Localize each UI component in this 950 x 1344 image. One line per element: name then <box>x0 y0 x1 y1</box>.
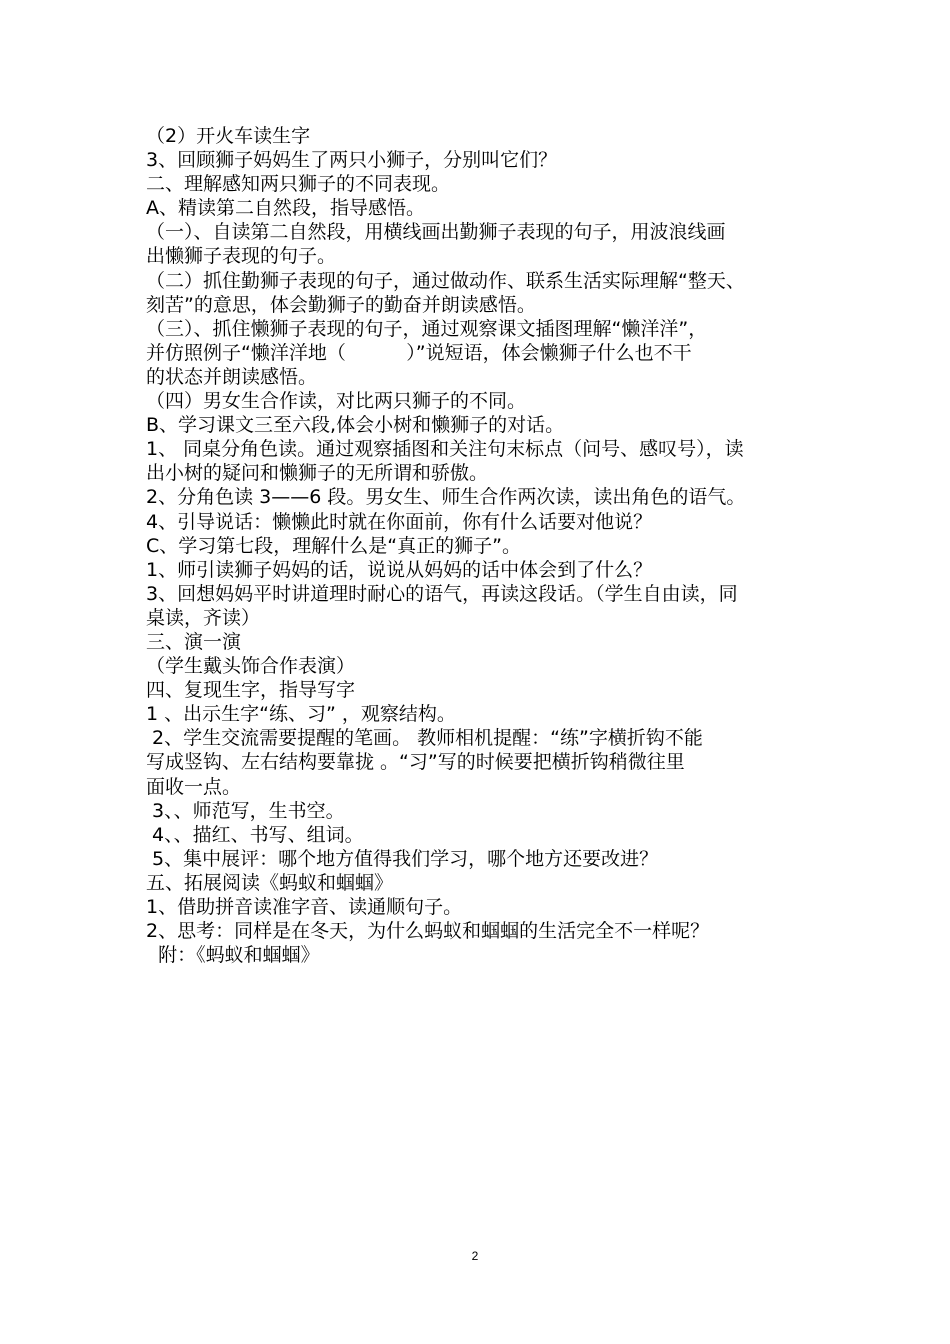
text-line: 四、复现生字，指导写字 <box>146 679 356 702</box>
text-line: 三、演一演 <box>146 630 242 653</box>
text-line: 2、分角色读 3——6 段。男女生、师生合作两次读，读出角色的语气。 <box>146 486 746 509</box>
text-line: 5、集中展评：哪个地方值得我们学习，哪个地方还要改进？ <box>146 847 659 870</box>
text-line: 刻苦”的意思，体会勤狮子的勤奋并朗读感悟。 <box>146 293 536 316</box>
page-number: 2 <box>471 1249 479 1263</box>
text-line: （二）抓住勤狮子表现的句子，通过做动作、联系生活实际理解“整天、 <box>146 269 745 292</box>
text-line: 3、回想妈妈平时讲道理时耐心的语气，再读这段话。（学生自由读，同 <box>146 582 738 605</box>
text-line: （学生戴头饰合作表演） <box>146 655 356 678</box>
text-line: （三）、抓住懒狮子表现的句子，通过观察课文插图理解“懒洋洋”， <box>146 317 708 340</box>
text-line: 桌读，齐读） <box>146 606 261 629</box>
text-line: 二、理解感知两只狮子的不同表现。 <box>146 173 451 196</box>
text-line: 五、拓展阅读《蚂蚁和蝈蝈》 <box>146 871 394 894</box>
text-line: 附：《蚂蚁和蝈蝈》 <box>146 944 320 967</box>
text-line: （一）、自读第二自然段，用横线画出勤狮子表现的句子，用波浪线画 <box>146 221 726 244</box>
text-line: 出小树的疑问和懒狮子的无所谓和骄傲。 <box>146 462 489 485</box>
document-body <box>146 124 821 967</box>
text-line: 出懒狮子表现的句子。 <box>146 245 337 268</box>
text-line: 4、引导说话：懒懒此时就在你面前，你有什么话要对他说？ <box>146 510 653 533</box>
text-line: 1、师引读狮子妈妈的话，说说从妈妈的话中体会到了什么？ <box>146 558 653 581</box>
text-line: 的状态并朗读感悟。 <box>146 365 318 388</box>
text-line: 1、 同桌分角色读。通过观察插图和关注句末标点（问号、感叹号），读 <box>146 438 744 461</box>
text-line: 2、学生交流需要提醒的笔画。 教师相机提醒：“练”字横折钩不能 <box>146 727 703 750</box>
text-line: 面收一点。 <box>146 775 242 798</box>
text-line: 写成竖钩、左右结构要靠拢 。“习”写的时候要把横折钩稍微往里 <box>146 751 685 774</box>
text-line: 1、借助拼音读准字音、读通顺句子。 <box>146 896 463 918</box>
text-line: A、精读第二自然段，指导感悟。 <box>146 197 425 220</box>
text-line: C、学习第七段，理解什么是“真正的狮子”。 <box>146 534 521 557</box>
text-line: 1 、出示生字“练、习” ，观察结构。 <box>146 703 456 726</box>
text-line: （四）男女生合作读，对比两只狮子的不同。 <box>146 390 527 413</box>
text-line: 3、、师范写，生书空。 <box>146 799 345 822</box>
text-line: （2）开火车读生字 <box>146 125 311 147</box>
text-line: 3、回顾狮子妈妈生了两只小狮子，分别叫它们？ <box>146 149 558 172</box>
text-line: 并仿照例子“懒洋洋地（ ）”说短语，体会懒狮子什么也不干 <box>146 341 692 364</box>
text-line: 2、思考：同样是在冬天，为什么蚂蚁和蝈蝈的生活完全不一样呢？ <box>146 920 710 943</box>
text-line: B、学习课文三至六段,体会小树和懒狮子的对话。 <box>146 414 565 437</box>
text-line: 4、、描红、书写、组词。 <box>146 823 364 846</box>
